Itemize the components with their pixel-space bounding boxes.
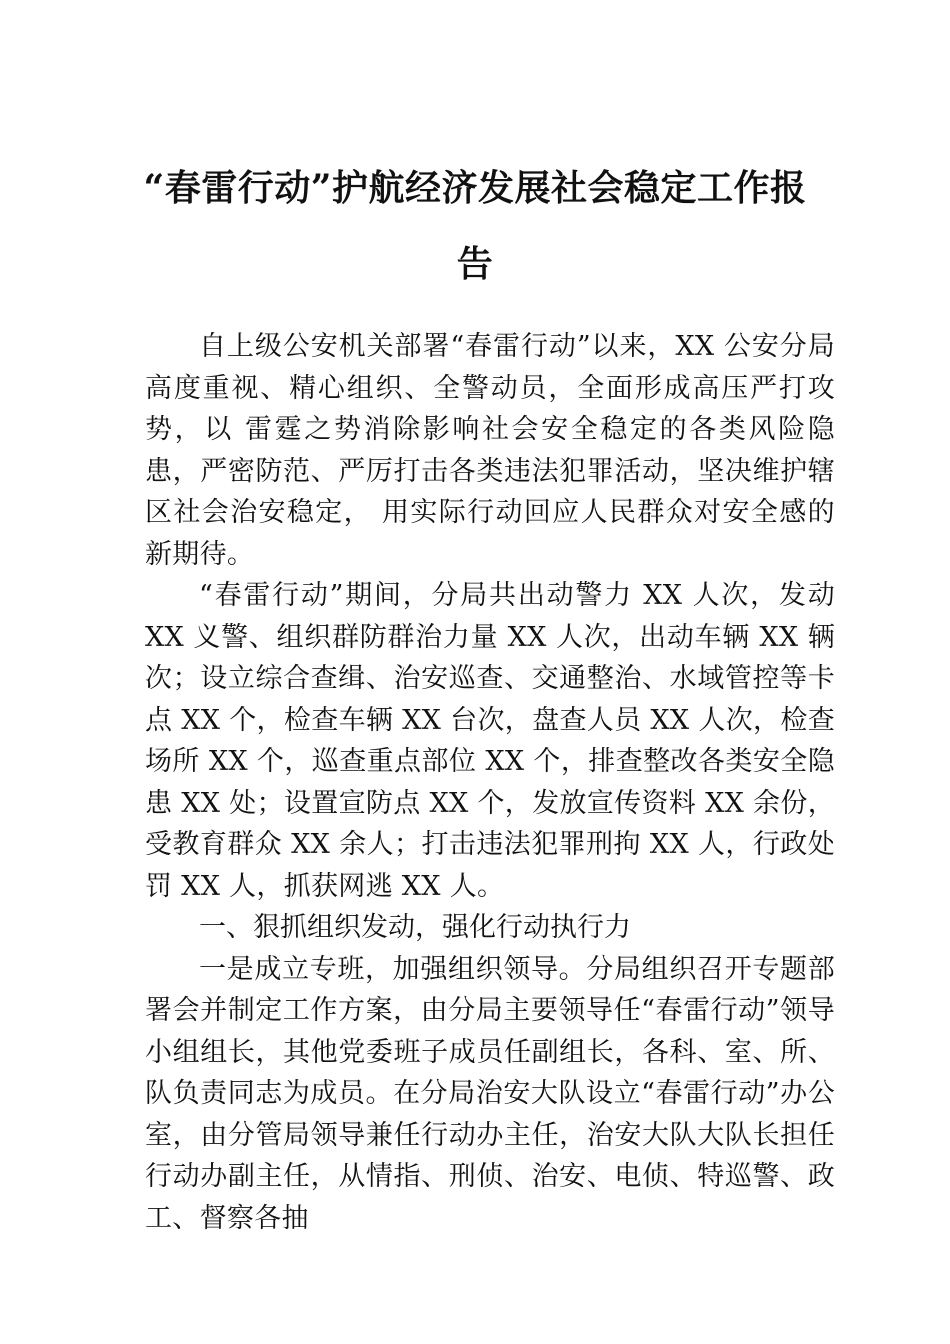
intro-paragraph: 自上级公安机关部署“春雷行动”以来，XX 公安分局高度重视、精心组织、全警动员，全面形成高压严打攻势，以 雷霆之势消除影响社会安全稳定的各类风险隐患，严密防范、严厉打击各类违法犯罪活动，坚决维护辖区社会治安稳定， 用实际行动回应人民群众对安全感的新期待。 xyxy=(145,331,835,570)
section-heading: 一、狠抓组织发动，强化行动执行力 xyxy=(199,912,631,943)
document-body xyxy=(145,326,835,1239)
statistics-paragraph: “春雷行动”期间，分局共出动警力 XX 人次，发动 XX 义警、组织群防群治力量 XX 人次，出动车辆 XX 辆次；设立综合查缉、治安巡查、交通整治、水域管控等卡点 XX 个，检查车辆 XX 台次，盘查人员 XX 人次，检查场所 XX 个，巡查重点部位 XX 个，排查整改各类安全隐患 XX 处；设置宣防点 XX 个，发放宣传资料 XX 余份，受教育群众 XX 余人；打击违法犯罪刑拘 XX 人，行政处罚 XX 人，抓获网逃 XX 人。 xyxy=(145,580,835,902)
document-title: “春雷行动”护航经济发展社会稳定工作报告 xyxy=(143,167,807,285)
section-paragraph: 一是成立专班，加强组织领导。分局组织召开专题部署会并制定工作方案，由分局主要领导任“春雷行动”领导小组组长，其他党委班子成员任副组长，各科、室、所、队负责同志为成员。在分局治安大队设立“春雷行动”办公室，由分管局领导兼任行动办主任，治安大队大队长担任行动办副主任，从情指、刑侦、治安、电侦、特巡警、政工、督察各抽 xyxy=(145,953,835,1234)
